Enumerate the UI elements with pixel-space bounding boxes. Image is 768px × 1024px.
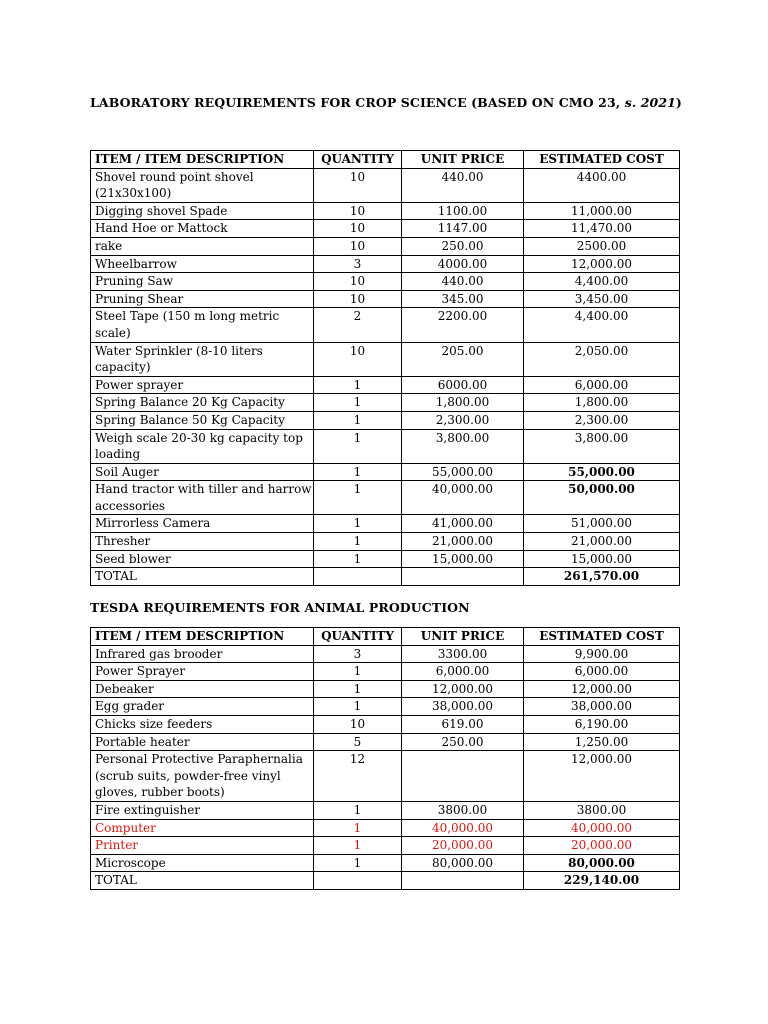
cell-unit-price: 440.00 — [402, 168, 524, 202]
table-row — [91, 533, 680, 551]
table-row — [91, 680, 680, 698]
cell-item: Pruning Saw — [91, 273, 314, 291]
cell-item: Spring Balance 20 Kg Capacity — [91, 394, 314, 412]
table-row — [91, 819, 680, 837]
cell-item: Weigh scale 20-30 kg capacity top loading — [91, 429, 314, 463]
cell-quantity: 1 — [314, 854, 402, 872]
cell-quantity: 10 — [314, 220, 402, 238]
cell-cost: 1,250.00 — [524, 733, 680, 751]
cell-item: Power Sprayer — [91, 663, 314, 681]
cell-quantity: 12 — [314, 751, 402, 802]
crop-science-title: LABORATORY REQUIREMENTS FOR CROP SCIENCE (BASED ON CMO 23, s. 2021) — [90, 95, 682, 110]
cell-item: Microscope — [91, 854, 314, 872]
table-header-row — [91, 628, 680, 646]
cell-quantity: 1 — [314, 429, 402, 463]
cell-unit-price: 21,000.00 — [402, 533, 524, 551]
total-label: TOTAL — [91, 568, 314, 586]
cell-quantity: 1 — [314, 411, 402, 429]
cell-cost: 4,400.00 — [524, 308, 680, 342]
cell-item: Portable heater — [91, 733, 314, 751]
table-row — [91, 429, 680, 463]
cell-quantity: 1 — [314, 533, 402, 551]
cell-item: Steel Tape (150 m long metric scale) — [91, 308, 314, 342]
crop-science-table — [90, 150, 680, 586]
cell-cost: 6,190.00 — [524, 715, 680, 733]
cell-cost: 2500.00 — [524, 237, 680, 255]
cell-quantity: 5 — [314, 733, 402, 751]
cell-unit-price: 41,000.00 — [402, 515, 524, 533]
header-estimated-cost: ESTIMATED COST — [524, 151, 680, 169]
cell-item: Chicks size feeders — [91, 715, 314, 733]
cell-unit-price: 250.00 — [402, 237, 524, 255]
cell-cost: 50,000.00 — [524, 481, 680, 515]
table-row — [91, 168, 680, 202]
header-unit-price: UNIT PRICE — [402, 628, 524, 646]
cell-cost: 21,000.00 — [524, 533, 680, 551]
cell-item: Soil Auger — [91, 463, 314, 481]
cell-cost: 12,000.00 — [524, 751, 680, 802]
total-row — [91, 568, 680, 586]
table-row — [91, 801, 680, 819]
cell-cost: 2,300.00 — [524, 411, 680, 429]
cell-unit-price: 12,000.00 — [402, 680, 524, 698]
cell-quantity: 10 — [314, 168, 402, 202]
cell-cost: 11,470.00 — [524, 220, 680, 238]
cell-quantity: 10 — [314, 342, 402, 376]
table-row — [91, 698, 680, 716]
cell-cost: 51,000.00 — [524, 515, 680, 533]
cell-unit-price: 40,000.00 — [402, 481, 524, 515]
cell-quantity: 3 — [314, 255, 402, 273]
cell-quantity: 3 — [314, 645, 402, 663]
table-row — [91, 342, 680, 376]
cell-unit-price: 1100.00 — [402, 202, 524, 220]
cell-quantity: 10 — [314, 202, 402, 220]
cell-quantity: 1 — [314, 550, 402, 568]
total-label: TOTAL — [91, 872, 314, 890]
cell-cost: 38,000.00 — [524, 698, 680, 716]
table-row — [91, 463, 680, 481]
cell-unit-price: 20,000.00 — [402, 837, 524, 855]
cell-unit-price: 619.00 — [402, 715, 524, 733]
cell-quantity: 10 — [314, 290, 402, 308]
cell-cost: 3800.00 — [524, 801, 680, 819]
cell-item: Wheelbarrow — [91, 255, 314, 273]
cell-cost: 11,000.00 — [524, 202, 680, 220]
cell-unit-price: 440.00 — [402, 273, 524, 291]
cell-quantity: 10 — [314, 237, 402, 255]
cell-item: Shovel round point shovel (21x30x100) — [91, 168, 314, 202]
table-row — [91, 550, 680, 568]
table-row — [91, 376, 680, 394]
cell-unit-price: 3,800.00 — [402, 429, 524, 463]
cell-cost: 12,000.00 — [524, 255, 680, 273]
table-row — [91, 255, 680, 273]
table-row — [91, 663, 680, 681]
animal-production-title: TESDA REQUIREMENTS FOR ANIMAL PRODUCTION — [90, 600, 470, 615]
cell-item: Thresher — [91, 533, 314, 551]
cell-unit-price: 6000.00 — [402, 376, 524, 394]
table-row — [91, 751, 680, 802]
cell-unit-price: 15,000.00 — [402, 550, 524, 568]
cell-item: Computer — [91, 819, 314, 837]
cell-cost: 80,000.00 — [524, 854, 680, 872]
cell-unit-price: 205.00 — [402, 342, 524, 376]
table-row — [91, 394, 680, 412]
header-quantity: QUANTITY — [314, 151, 402, 169]
cell-quantity: 1 — [314, 481, 402, 515]
cell-cost: 4400.00 — [524, 168, 680, 202]
cell-quantity: 1 — [314, 376, 402, 394]
cell-quantity: 1 — [314, 515, 402, 533]
cell-quantity: 10 — [314, 273, 402, 291]
cell-cost: 4,400.00 — [524, 273, 680, 291]
header-quantity: QUANTITY — [314, 628, 402, 646]
table-row — [91, 273, 680, 291]
cell-cost: 9,900.00 — [524, 645, 680, 663]
cell-cost: 20,000.00 — [524, 837, 680, 855]
cell-cost: 2,050.00 — [524, 342, 680, 376]
table-row — [91, 645, 680, 663]
cell-item: Water Sprinkler (8-10 liters capacity) — [91, 342, 314, 376]
total-value: 229,140.00 — [524, 872, 680, 890]
cell-cost: 15,000.00 — [524, 550, 680, 568]
cell-unit-price: 250.00 — [402, 733, 524, 751]
table-header-row — [91, 151, 680, 169]
cell-unit-price: 2200.00 — [402, 308, 524, 342]
cell-quantity: 1 — [314, 463, 402, 481]
total-value: 261,570.00 — [524, 568, 680, 586]
header-unit-price: UNIT PRICE — [402, 151, 524, 169]
table-row — [91, 308, 680, 342]
table-row — [91, 837, 680, 855]
cell-quantity: 1 — [314, 663, 402, 681]
cell-item: Infrared gas brooder — [91, 645, 314, 663]
table-row — [91, 715, 680, 733]
cell-item: rake — [91, 237, 314, 255]
cell-item: Spring Balance 50 Kg Capacity — [91, 411, 314, 429]
table-row — [91, 202, 680, 220]
cell-unit-price — [402, 751, 524, 802]
cell-item: Hand Hoe or Mattock — [91, 220, 314, 238]
cell-quantity: 2 — [314, 308, 402, 342]
cell-unit-price: 3800.00 — [402, 801, 524, 819]
cell-cost: 40,000.00 — [524, 819, 680, 837]
cell-unit-price: 38,000.00 — [402, 698, 524, 716]
cell-item: Personal Protective Paraphernalia (scrub suits, powder-free vinyl gloves, rubber boots) — [91, 751, 314, 802]
cell-item: Digging shovel Spade — [91, 202, 314, 220]
table-row — [91, 237, 680, 255]
cell-unit-price: 2,300.00 — [402, 411, 524, 429]
cell-cost: 55,000.00 — [524, 463, 680, 481]
table-row — [91, 290, 680, 308]
cell-item: Debeaker — [91, 680, 314, 698]
table-row — [91, 515, 680, 533]
table-row — [91, 854, 680, 872]
total-row — [91, 872, 680, 890]
table-row — [91, 481, 680, 515]
header-item: ITEM / ITEM DESCRIPTION — [91, 628, 314, 646]
cell-item: Mirrorless Camera — [91, 515, 314, 533]
cell-item: Egg grader — [91, 698, 314, 716]
animal-production-table — [90, 627, 680, 890]
cell-cost: 1,800.00 — [524, 394, 680, 412]
cell-item: Printer — [91, 837, 314, 855]
cell-quantity: 1 — [314, 698, 402, 716]
cell-quantity: 1 — [314, 394, 402, 412]
cell-unit-price: 80,000.00 — [402, 854, 524, 872]
header-item: ITEM / ITEM DESCRIPTION — [91, 151, 314, 169]
table-row — [91, 220, 680, 238]
cell-quantity: 1 — [314, 837, 402, 855]
cell-cost: 3,450.00 — [524, 290, 680, 308]
cell-quantity: 1 — [314, 680, 402, 698]
cell-quantity: 1 — [314, 819, 402, 837]
table-row — [91, 411, 680, 429]
cell-item: Fire extinguisher — [91, 801, 314, 819]
cell-unit-price: 3300.00 — [402, 645, 524, 663]
cell-unit-price: 55,000.00 — [402, 463, 524, 481]
cell-cost: 6,000.00 — [524, 663, 680, 681]
cell-unit-price: 4000.00 — [402, 255, 524, 273]
cell-cost: 3,800.00 — [524, 429, 680, 463]
cell-cost: 6,000.00 — [524, 376, 680, 394]
cell-quantity: 10 — [314, 715, 402, 733]
cell-item: Hand tractor with tiller and harrow accessories — [91, 481, 314, 515]
cell-unit-price: 6,000.00 — [402, 663, 524, 681]
cell-item: Power sprayer — [91, 376, 314, 394]
table-row — [91, 733, 680, 751]
cell-item: Seed blower — [91, 550, 314, 568]
cell-unit-price: 1147.00 — [402, 220, 524, 238]
cell-item: Pruning Shear — [91, 290, 314, 308]
cell-unit-price: 40,000.00 — [402, 819, 524, 837]
cell-quantity: 1 — [314, 801, 402, 819]
cell-unit-price: 1,800.00 — [402, 394, 524, 412]
header-estimated-cost: ESTIMATED COST — [524, 628, 680, 646]
cell-unit-price: 345.00 — [402, 290, 524, 308]
cell-cost: 12,000.00 — [524, 680, 680, 698]
